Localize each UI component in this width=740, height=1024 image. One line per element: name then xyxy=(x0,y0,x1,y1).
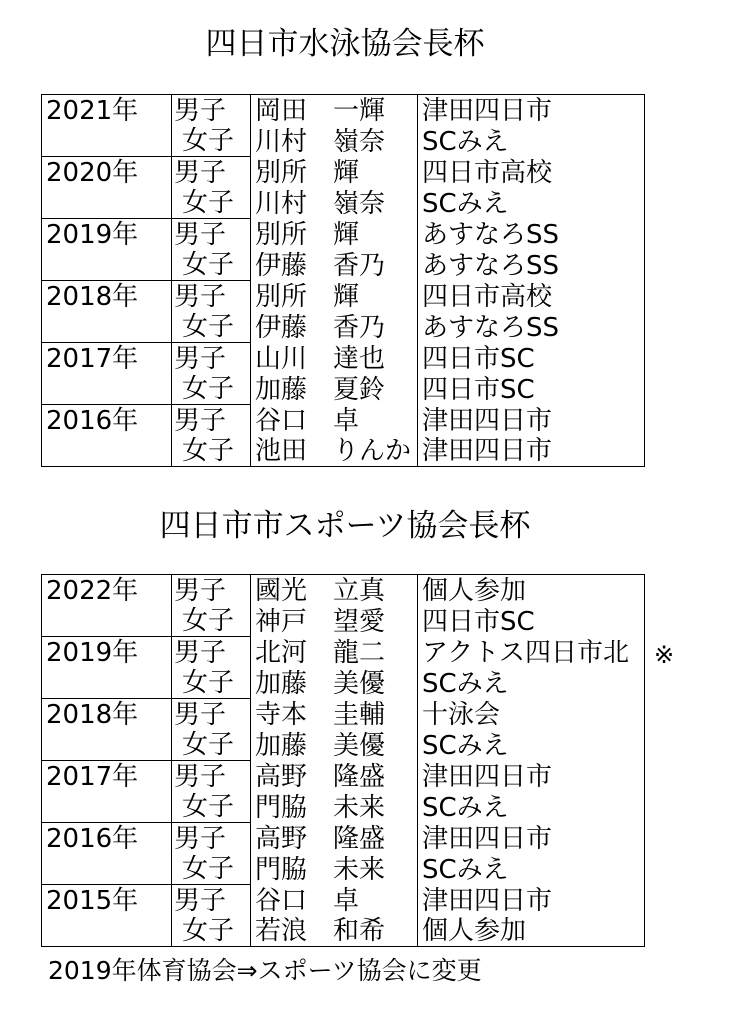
club-cell: アクトス四日市北 xyxy=(418,637,645,668)
table-row xyxy=(42,343,645,374)
table-row xyxy=(42,281,645,312)
table-row xyxy=(42,188,645,219)
table-row xyxy=(42,885,645,916)
table-row xyxy=(42,436,645,467)
year-cell xyxy=(42,126,172,157)
year-cell: 2019年 xyxy=(42,637,172,668)
club-cell: あすなろSS xyxy=(418,219,645,250)
year-cell: 2016年 xyxy=(42,405,172,436)
year-cell xyxy=(42,188,172,219)
table-row xyxy=(42,374,645,405)
table-row xyxy=(42,730,645,761)
table-row xyxy=(42,916,645,947)
gender-cell: 女子 xyxy=(172,668,251,699)
table-row xyxy=(42,823,645,854)
club-cell: 四日市SC xyxy=(418,374,645,405)
year-cell: 2019年 xyxy=(42,219,172,250)
name-cell: 加藤 夏鈴 xyxy=(251,374,418,405)
table-row xyxy=(42,699,645,730)
gender-cell: 女子 xyxy=(172,436,251,467)
club-cell: 個人参加 xyxy=(418,916,645,947)
table-row xyxy=(42,95,645,126)
club-cell: 四日市SC xyxy=(418,606,645,637)
gender-cell: 男子 xyxy=(172,219,251,250)
year-cell xyxy=(42,436,172,467)
gender-cell: 女子 xyxy=(172,916,251,947)
year-cell: 2017年 xyxy=(42,343,172,374)
gender-cell: 女子 xyxy=(172,126,251,157)
name-cell: 伊藤 香乃 xyxy=(251,312,418,343)
name-cell: 谷口 卓 xyxy=(251,405,418,436)
sports-cup-table xyxy=(41,574,645,947)
footnote: 2019年体育協会⇒スポーツ協会に変更 xyxy=(48,956,482,985)
swim-cup-table xyxy=(41,94,645,467)
gender-cell: 女子 xyxy=(172,606,251,637)
name-cell: 神戸 望愛 xyxy=(251,606,418,637)
year-cell: 2020年 xyxy=(42,157,172,188)
name-cell: 山川 達也 xyxy=(251,343,418,374)
name-cell: 谷口 卓 xyxy=(251,885,418,916)
name-cell: 加藤 美優 xyxy=(251,668,418,699)
table-row xyxy=(42,792,645,823)
table-row xyxy=(42,405,645,436)
gender-cell: 男子 xyxy=(172,637,251,668)
table-row xyxy=(42,157,645,188)
club-cell: SCみえ xyxy=(418,668,645,699)
club-cell: SCみえ xyxy=(418,854,645,885)
name-cell: 加藤 美優 xyxy=(251,730,418,761)
gender-cell: 女子 xyxy=(172,792,251,823)
name-cell: 北河 龍二 xyxy=(251,637,418,668)
year-cell xyxy=(42,374,172,405)
club-cell: 津田四日市 xyxy=(418,95,645,126)
sports-cup-title: 四日市市スポーツ協会長杯 xyxy=(159,508,531,544)
name-cell: 岡田 一輝 xyxy=(251,95,418,126)
name-cell: 川村 嶺奈 xyxy=(251,188,418,219)
club-cell: 津田四日市 xyxy=(418,885,645,916)
year-cell xyxy=(42,668,172,699)
table-row xyxy=(42,312,645,343)
gender-cell: 男子 xyxy=(172,885,251,916)
year-cell xyxy=(42,730,172,761)
name-cell: 寺本 圭輔 xyxy=(251,699,418,730)
table-row xyxy=(42,854,645,885)
table-row xyxy=(42,219,645,250)
club-cell: SCみえ xyxy=(418,126,645,157)
gender-cell: 男子 xyxy=(172,405,251,436)
year-cell xyxy=(42,854,172,885)
club-cell: あすなろSS xyxy=(418,312,645,343)
name-cell: 若浪 和希 xyxy=(251,916,418,947)
gender-cell: 女子 xyxy=(172,312,251,343)
name-cell: 高野 隆盛 xyxy=(251,823,418,854)
year-cell xyxy=(42,916,172,947)
gender-cell: 男子 xyxy=(172,575,251,606)
gender-cell: 女子 xyxy=(172,730,251,761)
club-cell: 津田四日市 xyxy=(418,436,645,467)
year-cell: 2016年 xyxy=(42,823,172,854)
table-row xyxy=(42,575,645,606)
club-cell: 津田四日市 xyxy=(418,405,645,436)
year-cell xyxy=(42,606,172,637)
club-cell: SCみえ xyxy=(418,730,645,761)
year-cell: 2018年 xyxy=(42,699,172,730)
table-row xyxy=(42,250,645,281)
club-cell: SCみえ xyxy=(418,792,645,823)
club-cell: 津田四日市 xyxy=(418,761,645,792)
gender-cell: 男子 xyxy=(172,761,251,792)
name-cell: 國光 立真 xyxy=(251,575,418,606)
name-cell: 門脇 未来 xyxy=(251,792,418,823)
year-cell: 2017年 xyxy=(42,761,172,792)
gender-cell: 男子 xyxy=(172,343,251,374)
table-row xyxy=(42,761,645,792)
table-row xyxy=(42,126,645,157)
gender-cell: 女子 xyxy=(172,854,251,885)
name-cell: 川村 嶺奈 xyxy=(251,126,418,157)
gender-cell: 男子 xyxy=(172,281,251,312)
club-cell: 四日市SC xyxy=(418,343,645,374)
name-cell: 池田 りんか xyxy=(251,436,418,467)
table-row xyxy=(42,606,645,637)
name-cell: 伊藤 香乃 xyxy=(251,250,418,281)
club-cell: 十泳会 xyxy=(418,699,645,730)
gender-cell: 女子 xyxy=(172,250,251,281)
gender-cell: 男子 xyxy=(172,699,251,730)
club-cell: SCみえ xyxy=(418,188,645,219)
club-cell: 津田四日市 xyxy=(418,823,645,854)
club-cell: 四日市高校 xyxy=(418,281,645,312)
year-cell: 2022年 xyxy=(42,575,172,606)
gender-cell: 男子 xyxy=(172,95,251,126)
year-cell xyxy=(42,250,172,281)
year-cell xyxy=(42,312,172,343)
gender-cell: 男子 xyxy=(172,157,251,188)
name-cell: 別所 輝 xyxy=(251,157,418,188)
gender-cell: 女子 xyxy=(172,374,251,405)
club-cell: 個人参加 xyxy=(418,575,645,606)
gender-cell: 女子 xyxy=(172,188,251,219)
name-cell: 別所 輝 xyxy=(251,281,418,312)
year-cell xyxy=(42,792,172,823)
year-cell: 2021年 xyxy=(42,95,172,126)
name-cell: 高野 隆盛 xyxy=(251,761,418,792)
club-cell: あすなろSS xyxy=(418,250,645,281)
swim-cup-title: 四日市水泳協会長杯 xyxy=(205,26,485,62)
table-row xyxy=(42,668,645,699)
gender-cell: 男子 xyxy=(172,823,251,854)
note-mark: ※ xyxy=(654,641,675,669)
club-cell: 四日市高校 xyxy=(418,157,645,188)
table-row xyxy=(42,637,645,668)
name-cell: 門脇 未来 xyxy=(251,854,418,885)
name-cell: 別所 輝 xyxy=(251,219,418,250)
year-cell: 2018年 xyxy=(42,281,172,312)
year-cell: 2015年 xyxy=(42,885,172,916)
